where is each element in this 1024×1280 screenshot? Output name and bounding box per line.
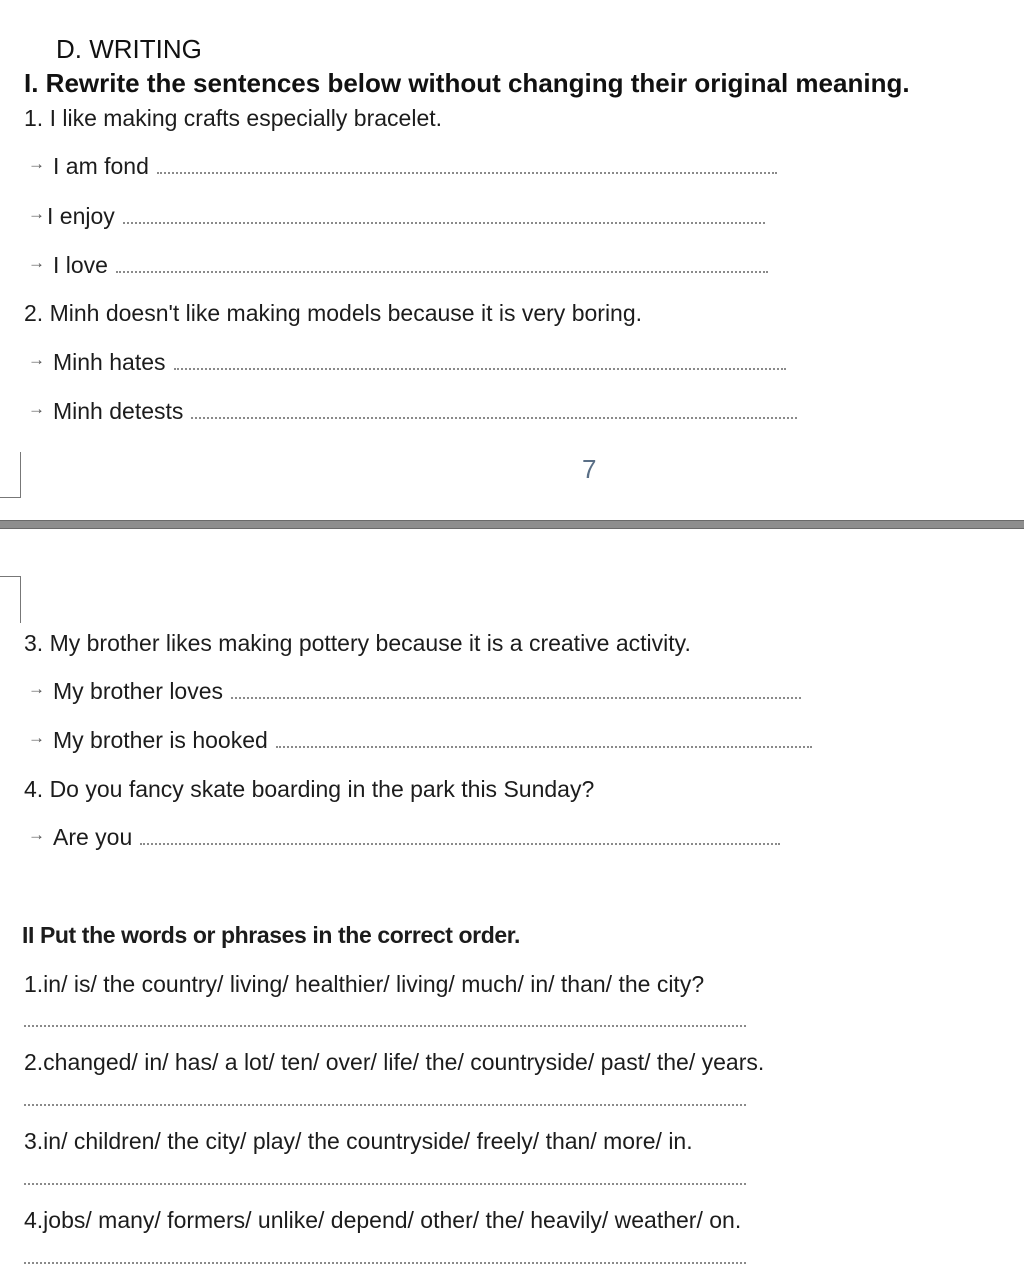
arrow-icon: → <box>28 399 45 418</box>
page-corner-mark <box>0 452 21 498</box>
answer-stem: Minh detests <box>53 398 184 424</box>
page-divider <box>0 520 1024 529</box>
arrow-icon: → <box>28 825 45 844</box>
answer-blank[interactable] <box>276 746 812 748</box>
part2-heading: II Put the words or phrases in the correct order. <box>22 922 521 948</box>
answer-stem: I love <box>53 252 108 278</box>
page-number: 7 <box>582 454 597 484</box>
order-item: 2.changed/ in/ has/ a lot/ ten/ over/ life/ the/ countryside/ past/ the/ years. <box>24 1049 765 1075</box>
order-answer-line[interactable] <box>24 1262 746 1264</box>
answer-blank[interactable] <box>191 417 797 419</box>
arrow-icon: → <box>28 253 45 272</box>
answer-line[interactable] <box>28 823 780 851</box>
order-item: 4.jobs/ many/ formers/ unlike/ depend/ other/ the/ heavily/ weather/ on. <box>24 1207 742 1233</box>
arrow-icon: → <box>28 204 45 223</box>
page-corner-mark <box>0 576 21 623</box>
answer-blank[interactable] <box>157 172 777 174</box>
answer-blank[interactable] <box>123 222 765 224</box>
q2-prompt: 2. Minh doesn't like making models because it is very boring. <box>24 300 643 326</box>
answer-blank[interactable] <box>140 843 780 845</box>
arrow-icon: → <box>28 350 45 369</box>
answer-line[interactable] <box>28 348 786 376</box>
answer-blank[interactable] <box>231 697 801 699</box>
answer-stem: I am fond <box>53 153 149 179</box>
answer-line[interactable] <box>28 251 768 279</box>
order-answer-line[interactable] <box>24 1104 746 1106</box>
order-answer-line[interactable] <box>24 1183 746 1185</box>
answer-blank[interactable] <box>116 271 768 273</box>
answer-stem: My brother is hooked <box>53 727 268 753</box>
q4-prompt: 4. Do you fancy skate boarding in the park this Sunday? <box>24 776 595 802</box>
answer-stem: Minh hates <box>53 349 166 375</box>
arrow-icon: → <box>28 154 45 173</box>
order-item: 1.in/ is/ the country/ living/ healthier/ living/ much/ in/ than/ the city? <box>24 971 705 997</box>
answer-line[interactable] <box>28 202 765 230</box>
answer-stem: My brother loves <box>53 678 224 704</box>
q1-prompt: 1. I like making crafts especially bracelet. <box>24 105 443 131</box>
answer-stem: Are you <box>53 824 133 850</box>
answer-line[interactable] <box>28 397 797 425</box>
answer-line[interactable] <box>28 677 801 705</box>
answer-blank[interactable] <box>174 368 786 370</box>
answer-stem: I enjoy <box>47 203 115 229</box>
section-title: D. WRITING <box>56 34 202 64</box>
order-answer-line[interactable] <box>24 1025 746 1027</box>
arrow-icon: → <box>28 679 45 698</box>
q3-prompt: 3. My brother likes making pottery because it is a creative activity. <box>24 630 691 656</box>
answer-line[interactable] <box>28 726 812 754</box>
arrow-icon: → <box>28 728 45 747</box>
order-item: 3.in/ children/ the city/ play/ the countryside/ freely/ than/ more/ in. <box>24 1128 693 1154</box>
answer-line[interactable] <box>28 152 777 180</box>
part1-heading: I. Rewrite the sentences below without changing their original meaning. <box>24 68 910 98</box>
